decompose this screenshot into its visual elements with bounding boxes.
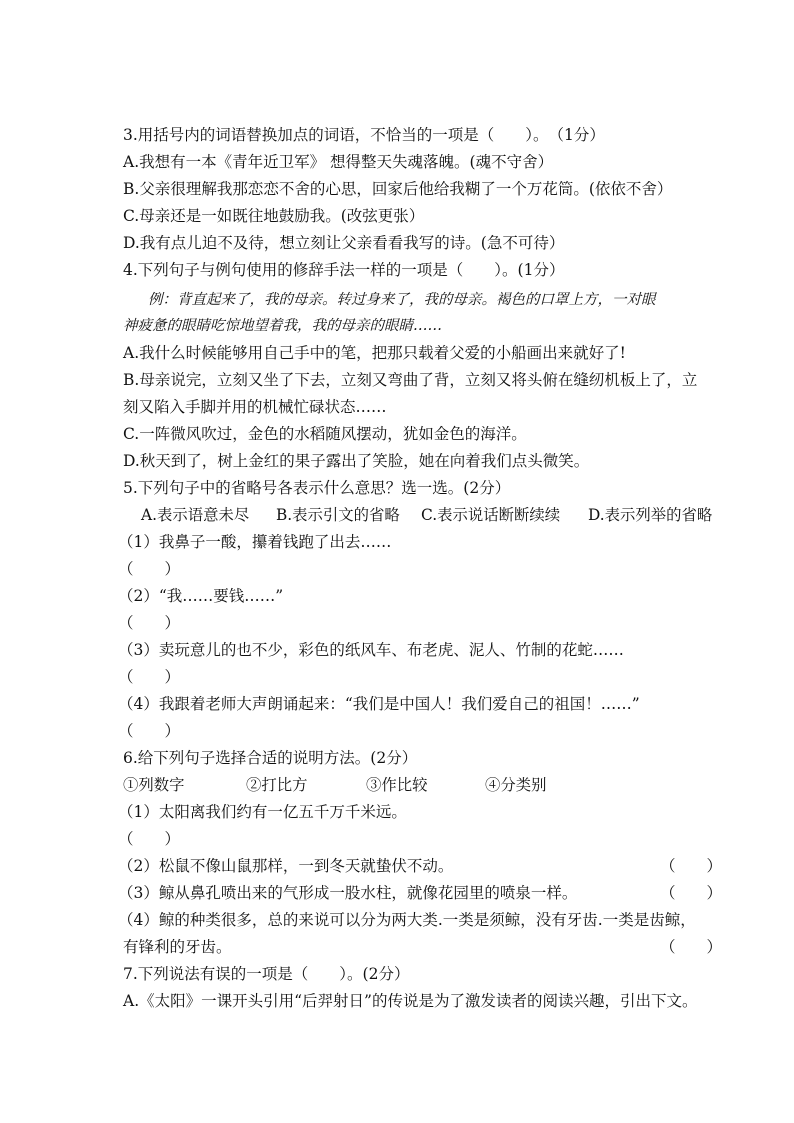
q5-blank-4: （ ） <box>118 722 181 740</box>
q6-method-1: ①列数字 <box>123 776 185 794</box>
q6-blank-2: （ ） <box>660 857 723 875</box>
q3-option-c: C.母亲还是一如既往地鼓励我。(改弦更张） <box>123 207 425 225</box>
q5-blank-1: （ ） <box>118 560 181 578</box>
q3-option-a: A.我想有一本《青年近卫军》 想得整天失魂落魄。(魂不守舍） <box>123 153 554 171</box>
q6-sentence-1: （1）太阳离我们约有一亿五千万千米远。 <box>118 803 407 821</box>
q5-choice-list <box>0 505 794 525</box>
q6-blank-3: （ ） <box>660 884 723 902</box>
q6-stem: 6.给下列句子选择合适的说明方法。(2分） <box>123 749 418 767</box>
q6-method-4: ④分类别 <box>485 776 547 794</box>
q5-blank-3: （ ） <box>118 668 181 686</box>
q3-option-b: B.父亲很理解我那恋恋不舍的心思，回家后他给我糊了一个万花筒。(依依不舍） <box>123 180 673 198</box>
q6-blank-4: （ ） <box>660 938 723 956</box>
q6-method-list <box>0 775 794 795</box>
q3-option-d: D.我有点儿迫不及待，想立刻让父亲看看我写的诗。(急不可待） <box>123 234 565 252</box>
q4-option-b-line2: 刻又陷入手脚并用的机械忙碌状态…… <box>123 398 387 416</box>
q5-choice-b: B.表示引文的省略 <box>276 506 400 524</box>
q6-blank-1: （ ） <box>118 830 181 848</box>
q5-blank-2: （ ） <box>118 614 181 632</box>
q5-sentence-3: （3）卖玩意儿的也不少，彩色的纸风车、布老虎、泥人、竹制的花蛇…… <box>118 641 624 659</box>
q6-method-3: ③作比较 <box>366 776 428 794</box>
q6-sentence-4-line2: 有锋利的牙齿。 <box>123 938 232 956</box>
q5-sentence-2: （2）“我……要钱……” <box>118 587 284 605</box>
q5-choice-d: D.表示列举的省略 <box>588 506 713 524</box>
q5-stem: 5.下列句子中的省略号各表示什么意思？选一选。(2分） <box>123 479 511 497</box>
q4-stem: 4.下列句子与例句使用的修辞手法一样的一项是（ ）。(1分） <box>123 261 565 279</box>
q6-sentence-2: （2）松鼠不像山鼠那样，一到冬天就蛰伏不动。 <box>118 857 454 875</box>
q7-option-a: A.《太阳》一课开头引用“后羿射日”的传说是为了激发读者的阅读兴趣，引出下文。 <box>123 992 698 1010</box>
q6-method-2: ②打比方 <box>246 776 308 794</box>
q4-option-d: D.秋天到了，树上金红的果子露出了笑脸，她在向着我们点头微笑。 <box>123 452 590 470</box>
q5-sentence-1: （1）我鼻子一酸，攥着钱跑了出去…… <box>118 533 392 551</box>
q4-example-line1: 例：背直起来了，我的母亲。转过身来了，我的母亲。褐色的口罩上方，一对眼 <box>148 292 656 308</box>
q3-stem: 3.用括号内的词语替换加点的词语，不恰当的一项是（ ）。 （1分） <box>123 126 605 144</box>
q5-sentence-4: （4）我跟着老师大声朗诵起来：“我们是中国人！我们爱自己的祖国！……” <box>118 695 640 713</box>
q5-choice-a: A.表示语意未尽 <box>141 506 250 524</box>
q4-option-b-line1: B.母亲说完，立刻又坐了下去，立刻又弯曲了背，立刻又将头俯在缝纫机板上了，立 <box>123 371 698 389</box>
q7-stem: 7.下列说法有误的一项是（ ）。(2分） <box>123 965 410 983</box>
q5-choice-c: C.表示说话断断续续 <box>421 506 561 524</box>
q4-option-a: A.我什么时候能够用自己手中的笔，把那只载着父爱的小船画出来就好了! <box>123 344 626 362</box>
q4-example-line2: 神疲惫的眼睛吃惊地望着我，我的母亲的眼睛…… <box>123 318 442 334</box>
q6-sentence-3: （3）鲸从鼻孔喷出来的气形成一股水柱，就像花园里的喷泉一样。 <box>118 884 578 902</box>
q4-option-c: C.一阵微风吹过，金色的水稻随风摆动，犹如金色的海洋。 <box>123 425 527 443</box>
q6-sentence-4-line1: （4）鲸的种类很多，总的来说可以分为两大类.一类是须鲸，没有牙齿.一类是齿鲸， <box>118 911 696 929</box>
